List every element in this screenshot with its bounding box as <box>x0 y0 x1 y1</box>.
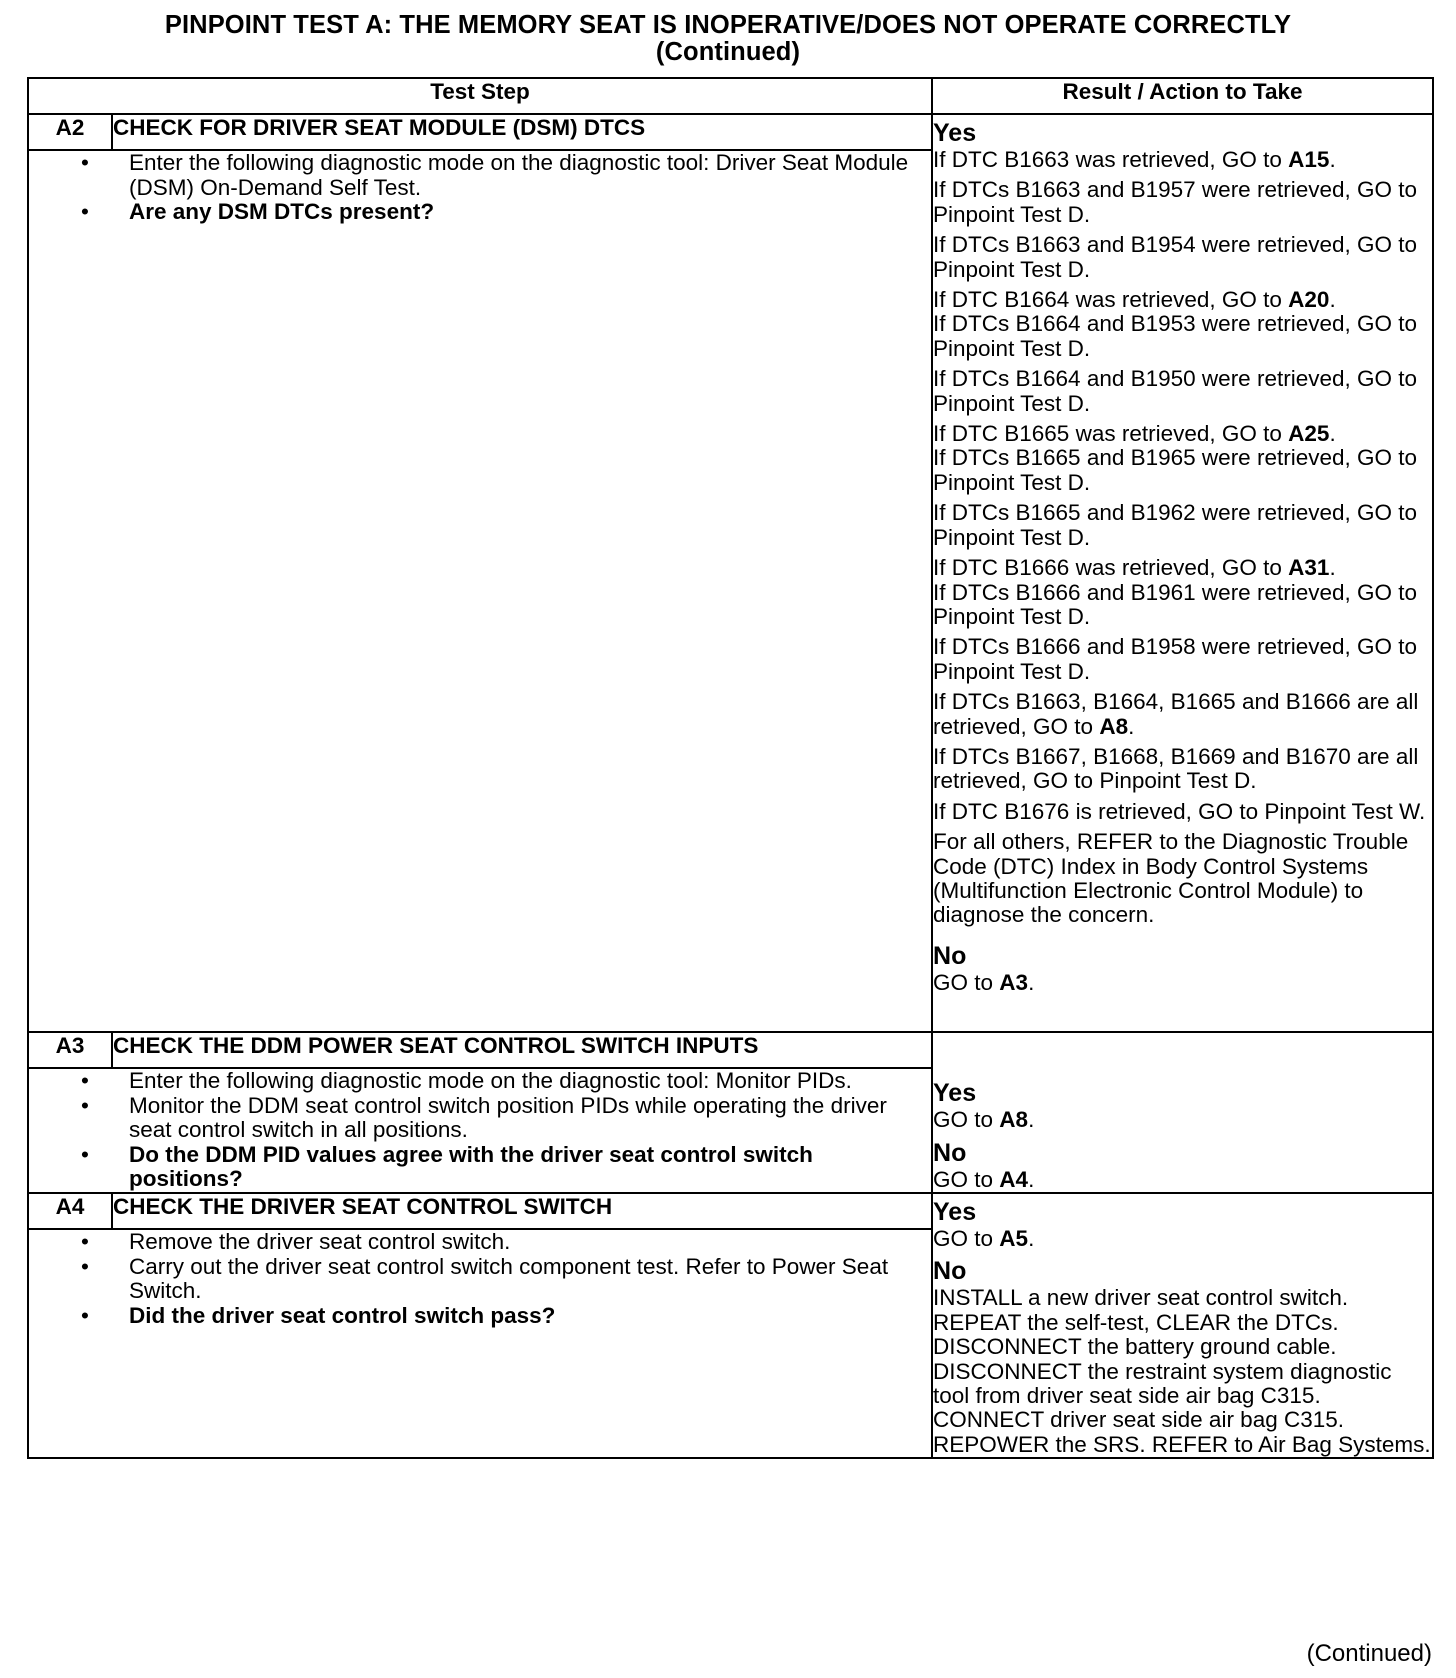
bullet-item: • Carry out the driver seat control switch component test. Refer to Power Seat Switch. <box>29 1255 931 1304</box>
bullet-icon: • <box>81 150 89 175</box>
step-a2-instructions <box>28 150 932 1032</box>
step-a4-result <box>932 1193 1433 1458</box>
result-line: If DTCs B1663, B1664, B1665 and B1666 are all retrieved, GO to A8. <box>933 689 1419 739</box>
result-line: GO to A5. <box>933 1225 1035 1251</box>
step-a2-title-row <box>28 114 1433 150</box>
result-line: If DTC B1664 was retrieved, GO to A20. <box>933 287 1336 313</box>
result-line: If DTCs B1663 and B1954 were retrieved, GO to Pinpoint Test D. <box>933 232 1418 282</box>
yes-label: Yes <box>933 119 977 147</box>
result-line: GO to A8. <box>933 1107 1035 1133</box>
result-line: If DTC B1665 was retrieved, GO to A25. <box>933 421 1336 447</box>
result-line: If DTCs B1664 and B1953 were retrieved, GO to Pinpoint Test D. <box>933 311 1418 361</box>
no-label: No <box>933 1138 967 1167</box>
bullet-icon: • <box>81 199 89 225</box>
step-id: A4 <box>28 1193 112 1229</box>
result-line: If DTCs B1666 and B1958 were retrieved, GO to Pinpoint Test D. <box>933 634 1418 684</box>
bullet-icon: • <box>81 1228 89 1254</box>
pinpoint-test-table <box>27 77 1434 1459</box>
step-title: CHECK FOR DRIVER SEAT MODULE (DSM) DTCS <box>112 114 932 150</box>
step-title: CHECK THE DDM POWER SEAT CONTROL SWITCH INPUTS <box>112 1032 932 1068</box>
no-label: No <box>933 1257 967 1286</box>
bullet-icon: • <box>81 1141 89 1167</box>
result-line: If DTCs B1667, B1668, B1669 and B1670 are all retrieved, GO to Pinpoint Test D. <box>933 743 1419 794</box>
result-line: If DTCs B1666 and B1961 were retrieved, GO to Pinpoint Test D. <box>933 579 1418 629</box>
title-line-2: (Continued) <box>655 38 801 66</box>
bullet-item: • Are any DSM DTCs present? <box>29 200 931 225</box>
bullet-item: • Enter the following diagnostic mode on the diagnostic tool: Driver Seat Module (DSM) On-Demand Self Test. <box>29 151 931 200</box>
result-line: For all others, REFER to the Diagnostic Trouble Code (DTC) Index in Body Control Systems (Multifunction Electronic Control Module) to diagnose the concern. <box>933 829 1409 928</box>
bullet-item: • Did the driver seat control switch pass? <box>29 1304 931 1329</box>
bullet-item: • Enter the following diagnostic mode on the diagnostic tool: Monitor PIDs. <box>29 1069 931 1094</box>
result-line: GO to A3. <box>933 969 1035 995</box>
header-result-action: Result / Action to Take <box>932 78 1433 114</box>
header-test-step: Test Step <box>28 78 932 114</box>
step-id: A3 <box>28 1032 112 1068</box>
result-line: If DTCs B1663 and B1957 were retrieved, GO to Pinpoint Test D. <box>933 177 1418 227</box>
bullet-item: • Remove the driver seat control switch. <box>29 1230 931 1255</box>
step-a4-title-row <box>28 1193 1433 1229</box>
result-line: If DTC B1676 is retrieved, GO to Pinpoint Test W. <box>933 798 1426 824</box>
result-line: GO to A4. <box>933 1166 1035 1192</box>
table-header-row <box>28 78 1433 114</box>
result-line: If DTC B1663 was retrieved, GO to A15. <box>933 147 1336 172</box>
step-a3-title-row <box>28 1032 1433 1068</box>
step-id: A2 <box>28 114 112 150</box>
step-a3-result <box>932 1032 1433 1193</box>
result-line: INSTALL a new driver seat control switch. REPEAT the self-test, CLEAR the DTCs. DISCONNECT the battery ground cable. DISCONNECT the restraint system diagnostic tool from driver seat side air bag C315. CONNECT driver seat side air bag C315. REPOWER the SRS. REFER to Air Bag Systems. <box>933 1285 1431 1457</box>
result-line: If DTCs B1665 and B1962 were retrieved, GO to Pinpoint Test D. <box>933 500 1418 550</box>
result-line: If DTCs B1664 and B1950 were retrieved, GO to Pinpoint Test D. <box>933 366 1418 416</box>
no-label: No <box>933 941 967 970</box>
footer-continued: (Continued) <box>1306 1640 1432 1667</box>
bullet-item: • Do the DDM PID values agree with the driver seat control switch positions? <box>29 1143 931 1192</box>
result-line: If DTC B1666 was retrieved, GO to A31. <box>933 555 1336 581</box>
step-title: CHECK THE DRIVER SEAT CONTROL SWITCH <box>112 1193 932 1229</box>
step-a3-instructions <box>28 1068 932 1193</box>
step-a2-result <box>932 114 1433 1032</box>
bullet-icon: • <box>81 1092 89 1118</box>
page-title <box>0 0 1456 66</box>
result-line: If DTCs B1665 and B1965 were retrieved, GO to Pinpoint Test D. <box>933 445 1418 495</box>
title-line-1: PINPOINT TEST A: THE MEMORY SEAT IS INOPERATIVE/DOES NOT OPERATE CORRECTLY <box>164 11 1292 39</box>
yes-label: Yes <box>933 1079 977 1108</box>
bullet-icon: • <box>81 1253 89 1279</box>
yes-label: Yes <box>933 1197 977 1226</box>
bullet-item: • Monitor the DDM seat control switch position PIDs while operating the driver seat control switch in all positions. <box>29 1094 931 1143</box>
bullet-icon: • <box>81 1068 89 1093</box>
step-a4-instructions <box>28 1229 932 1458</box>
bullet-icon: • <box>81 1302 89 1328</box>
